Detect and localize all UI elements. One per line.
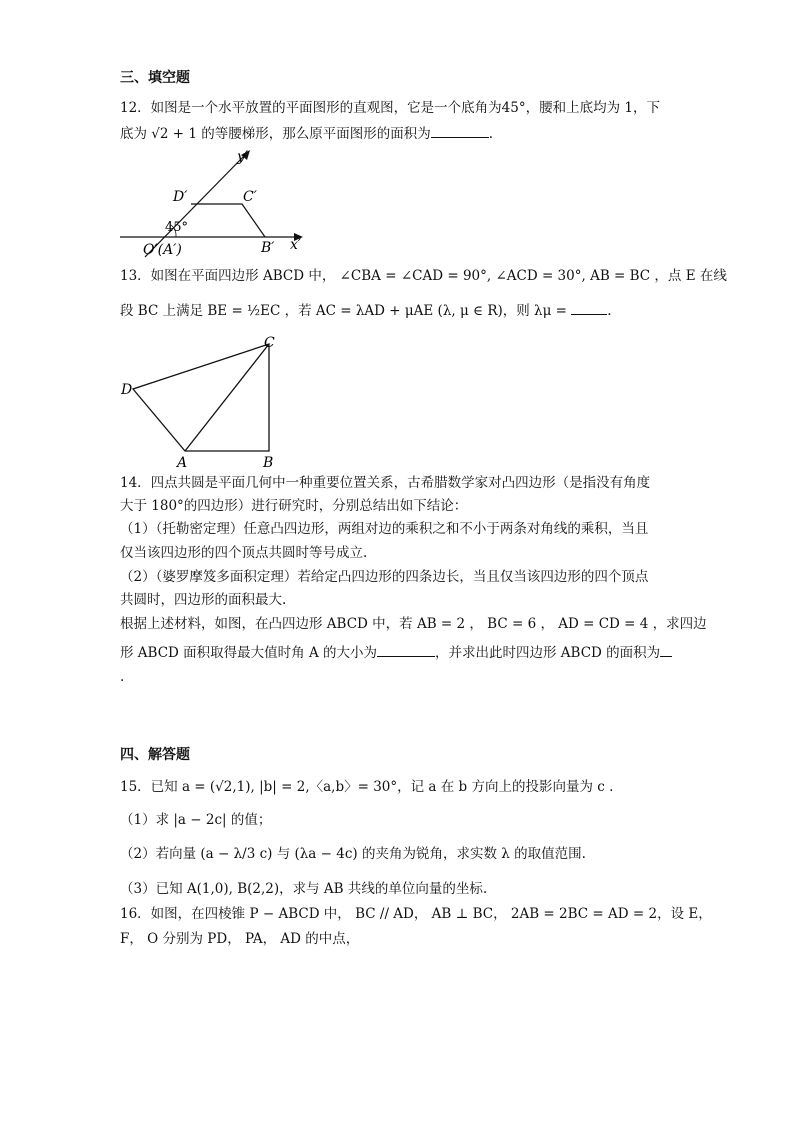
q13-line2-end: .: [607, 303, 612, 319]
q13-line1: 13．如图在平面四边形 ABCD 中， ∠CBA = ∠CAD = 90°, ∠ACD = 30°, AB = BC ，点 E 在线: [120, 268, 727, 284]
q14-answer-blank-area: [660, 644, 672, 657]
q14-line3: （1）（托勒密定理）任意凸四边形，两组对边的乘积之和不小于两条对角线的乘积，当且: [120, 521, 649, 537]
q12-sqrt: √2 + 1: [151, 126, 197, 142]
q13-line2: [120, 301, 680, 321]
q14-line7: 根据上述材料，如图，在凸四边形 ABCD 中，若 AB = 2 ， BC = 6 ， AD = CD = 4 ，求四边: [120, 616, 707, 632]
q14-answer-blank-angle: [377, 644, 435, 657]
q14-line8: [120, 643, 680, 663]
q12-line2-b: 的等腰梯形，那么原平面图形的面积为: [196, 126, 431, 142]
q12-line1: 12．如图是一个水平放置的平面图形的直观图，它是一个底角为45°，腰和上底均为 1，下: [120, 100, 660, 116]
q13-label-b: B: [263, 455, 274, 471]
q14-line8-b: ，并求出此时四边形 ABCD 的面积为: [435, 645, 661, 661]
q12-line2: [120, 124, 680, 144]
q14-line5: （2）（婆罗摩笈多面积定理）若给定凸四边形的四条边长，当且仅当该四边形的四个顶点: [120, 569, 649, 585]
q13-label-d: D: [121, 382, 133, 398]
q16-line1: 16．如图，在四棱锥 P − ABCD 中， BC // AD， AB ⊥ BC， 2AB = 2BC = AD = 2，设 E，: [120, 906, 712, 922]
q16-line2: F， O 分别为 PD， PA， AD 的中点，: [120, 931, 360, 947]
q12-label-o: O′(A′): [143, 242, 182, 258]
q15-sub2: （2）若向量 (a − λ/3 c) 与 (λa − 4c) 的夹角为锐角，求实数 λ 的取值范围.: [120, 846, 586, 862]
q14-line2: 大于 180°的四边形）进行研究时，分别总结出如下结论：: [120, 498, 468, 514]
q13-label-c: C: [264, 335, 275, 351]
q12-label-angle: 45°: [165, 220, 189, 235]
q12-label-x: x′: [290, 237, 302, 253]
q12-label-d: D′: [173, 189, 188, 205]
q14-line8-a: 形 ABCD 面积取得最大值时角 A 的大小为: [120, 645, 377, 661]
q13-label-a: A: [177, 455, 188, 471]
q15-sub1: （1）求 |a − 2c| 的值；: [120, 812, 272, 828]
q12-label-y: y′: [237, 149, 249, 165]
q13-line2-text: 段 BC 上满足 BE = ½EC ，若 AC = λAD + μAE (λ, μ ∈ R)，则 λμ =: [120, 303, 572, 319]
q15-sub3: （3）已知 A(1,0), B(2,2)，求与 AB 共线的单位向量的坐标.: [120, 881, 488, 897]
q14-line6: 共圆时，四边形的面积最大.: [120, 592, 287, 608]
q14-line4: 仅当该四边形的四个顶点共圆时等号成立.: [120, 545, 368, 561]
q12-label-b: B′: [261, 240, 275, 256]
section-title-fill-in: 三、填空题: [120, 70, 190, 86]
q12-label-c: C′: [243, 189, 257, 205]
q14-line1: 14．四点共圆是平面几何中一种重要位置关系，古希腊数学家对凸四边形（是指没有角度: [120, 475, 651, 491]
q12-answer-blank: [431, 125, 489, 138]
q13-answer-blank: [571, 302, 607, 315]
q12-line2-a: 底为: [120, 126, 152, 142]
q13-figure: [115, 332, 290, 472]
q12-line2-end: .: [488, 126, 494, 142]
q12-figure: [115, 145, 315, 260]
q14-line9: .: [120, 669, 125, 685]
section-title-solutions: 四、解答题: [120, 747, 190, 763]
q15-line1: 15．已知 a = (√2,1), |b| = 2,〈a,b〉= 30°，记 a 在 b 方向上的投影向量为 c .: [120, 779, 614, 795]
